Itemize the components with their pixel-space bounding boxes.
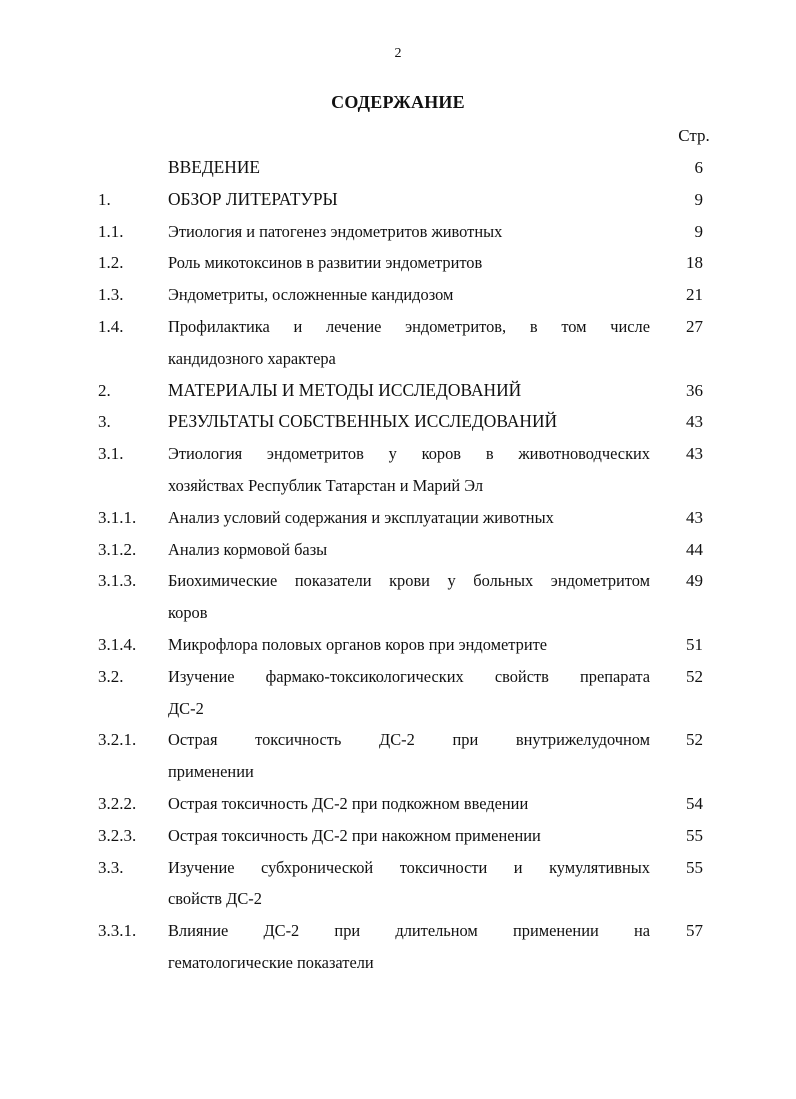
toc-entry-number: 3.3. xyxy=(98,857,124,877)
toc-entry-number: 1. xyxy=(98,189,111,209)
toc-entry-title xyxy=(168,852,650,916)
toc-entry-title-line: Анализ условий содержания и эксплуатации животных xyxy=(168,507,554,527)
toc-entry-title xyxy=(168,724,650,788)
toc-entry-title-line: РЕЗУЛЬТАТЫ СОБСТВЕННЫХ ИССЛЕДОВАНИЙ xyxy=(168,411,558,432)
toc-entry-title xyxy=(168,534,650,566)
toc-entry-title-line: кандидозного характера xyxy=(168,348,336,368)
toc-entry xyxy=(0,152,796,184)
toc-entry-page: 44 xyxy=(686,539,703,559)
toc-entry-number: 3.1.2. xyxy=(98,539,137,559)
toc-entry-title-line: Биохимические показатели крови у больных эндометритом xyxy=(168,571,650,591)
toc-entry xyxy=(0,629,796,661)
toc-entry-page: 55 xyxy=(686,857,703,877)
toc-entry-title xyxy=(168,247,650,279)
toc-entry-page: 21 xyxy=(686,285,703,305)
toc-entry-title-line: Изучение фармако-токсикологических свойств препарата xyxy=(168,666,650,686)
toc-entry xyxy=(0,438,796,502)
toc-entry-number: 3.1.4. xyxy=(98,634,137,654)
toc-entry xyxy=(0,534,796,566)
toc-entry-title xyxy=(168,311,650,375)
toc-entry-number: 1.1. xyxy=(98,221,124,241)
toc-entry-title-line: Острая токсичность ДС-2 при подкожном введении xyxy=(168,793,529,813)
toc-entry-title xyxy=(168,406,650,438)
toc-entry-title-line: Профилактика и лечение эндометритов, в том числе xyxy=(168,316,650,336)
toc-entry-title xyxy=(168,152,650,184)
toc-entry-page: 43 xyxy=(686,412,703,432)
toc-entry-page: 6 xyxy=(694,158,703,177)
toc-entry xyxy=(0,820,796,852)
toc-entry-page: 55 xyxy=(686,825,703,845)
toc-entry-page: 49 xyxy=(686,571,703,591)
table-of-contents xyxy=(0,152,796,979)
toc-entry-number: 3. xyxy=(98,412,111,432)
toc-entry-page: 52 xyxy=(686,666,703,686)
toc-entry-title xyxy=(168,661,650,725)
toc-entry-number: 2. xyxy=(98,380,111,400)
toc-entry-title-line: Эндометриты, осложненные кандидозом xyxy=(168,285,454,305)
toc-entry xyxy=(0,247,796,279)
toc-entry xyxy=(0,724,796,788)
toc-title: СОДЕРЖАНИЕ xyxy=(331,92,465,112)
page-number: 2 xyxy=(394,46,402,61)
toc-entry xyxy=(0,852,796,916)
toc-entry-number: 3.3.1. xyxy=(98,921,137,941)
page-column-header: Стр. xyxy=(678,126,710,145)
toc-entry-page: 52 xyxy=(686,730,703,750)
toc-entry-title-line: применении xyxy=(168,762,254,782)
toc-entry-title xyxy=(168,915,650,979)
toc-entry-title-line: ОБЗОР ЛИТЕРАТУРЫ xyxy=(168,188,338,209)
toc-entry-title xyxy=(168,502,650,534)
toc-entry-number: 1.2. xyxy=(98,253,124,273)
toc-entry-title-line: Этиология эндометритов у коров в животноводческих xyxy=(168,444,650,464)
toc-entry-title xyxy=(168,375,650,407)
toc-entry-page: 36 xyxy=(686,380,703,400)
toc-entry-page: 43 xyxy=(686,507,703,527)
toc-entry-page: 9 xyxy=(694,189,703,209)
toc-entry-page: 54 xyxy=(686,793,703,813)
toc-entry-title-line: Влияние ДС-2 при длительном применении на xyxy=(168,921,650,941)
toc-entry-title-line: хозяйствах Республик Татарстан и Марий Эл xyxy=(168,475,484,495)
toc-entry xyxy=(0,661,796,725)
toc-entry-title-line: Острая токсичность ДС-2 при внутрижелудочном xyxy=(168,730,650,750)
toc-entry xyxy=(0,788,796,820)
toc-entry-page: 51 xyxy=(686,634,703,654)
toc-entry xyxy=(0,216,796,248)
toc-entry-title-line: Этиология и патогенез эндометритов животных xyxy=(168,221,503,241)
toc-entry-number: 3.2.2. xyxy=(98,793,137,813)
toc-entry-page: 9 xyxy=(694,221,703,241)
toc-entry-title-line: Изучение субхронической токсичности и кумулятивных xyxy=(168,857,650,877)
toc-entry-title xyxy=(168,565,650,629)
toc-entry-page: 27 xyxy=(686,316,703,336)
toc-entry xyxy=(0,279,796,311)
toc-entry-title xyxy=(168,820,650,852)
toc-entry-number: 3.1. xyxy=(98,444,124,464)
toc-entry-page: 18 xyxy=(686,253,703,273)
toc-entry-title-line: МАТЕРИАЛЫ И МЕТОДЫ ИССЛЕДОВАНИЙ xyxy=(168,379,522,400)
toc-entry-title-line: Микрофлора половых органов коров при эндометрите xyxy=(168,634,548,654)
toc-entry-title-line: свойств ДС-2 xyxy=(168,889,262,909)
toc-entry xyxy=(0,184,796,216)
toc-entry-page: 57 xyxy=(686,921,703,941)
toc-entry-number: 3.2.3. xyxy=(98,825,137,845)
toc-entry-number: 1.4. xyxy=(98,316,124,336)
toc-entry-number: 3.2.1. xyxy=(98,730,137,750)
toc-entry-title-line: коров xyxy=(168,603,208,623)
toc-entry xyxy=(0,565,796,629)
toc-entry-title xyxy=(168,629,650,661)
toc-entry-title xyxy=(168,184,650,216)
toc-entry-title xyxy=(168,438,650,502)
toc-entry-number: 3.1.3. xyxy=(98,571,137,591)
toc-entry-title-line: ДС-2 xyxy=(168,698,204,718)
toc-entry xyxy=(0,502,796,534)
toc-entry-title-line: ВВЕДЕНИЕ xyxy=(168,157,261,177)
toc-entry-title-line: Острая токсичность ДС-2 при накожном применении xyxy=(168,825,541,845)
toc-entry-title xyxy=(168,279,650,311)
toc-entry-title-line: Анализ кормовой базы xyxy=(168,539,328,559)
toc-entry-number: 1.3. xyxy=(98,285,124,305)
toc-entry xyxy=(0,375,796,407)
toc-entry xyxy=(0,311,796,375)
toc-entry xyxy=(0,915,796,979)
toc-entry-title xyxy=(168,788,650,820)
toc-entry-title xyxy=(168,216,650,248)
toc-entry-title-line: гематологические показатели xyxy=(168,952,374,972)
toc-entry-number: 3.2. xyxy=(98,666,124,686)
toc-entry-number: 3.1.1. xyxy=(98,507,137,527)
toc-entry-page: 43 xyxy=(686,444,703,464)
toc-entry-title-line: Роль микотоксинов в развитии эндометритов xyxy=(168,253,483,273)
toc-entry xyxy=(0,406,796,438)
